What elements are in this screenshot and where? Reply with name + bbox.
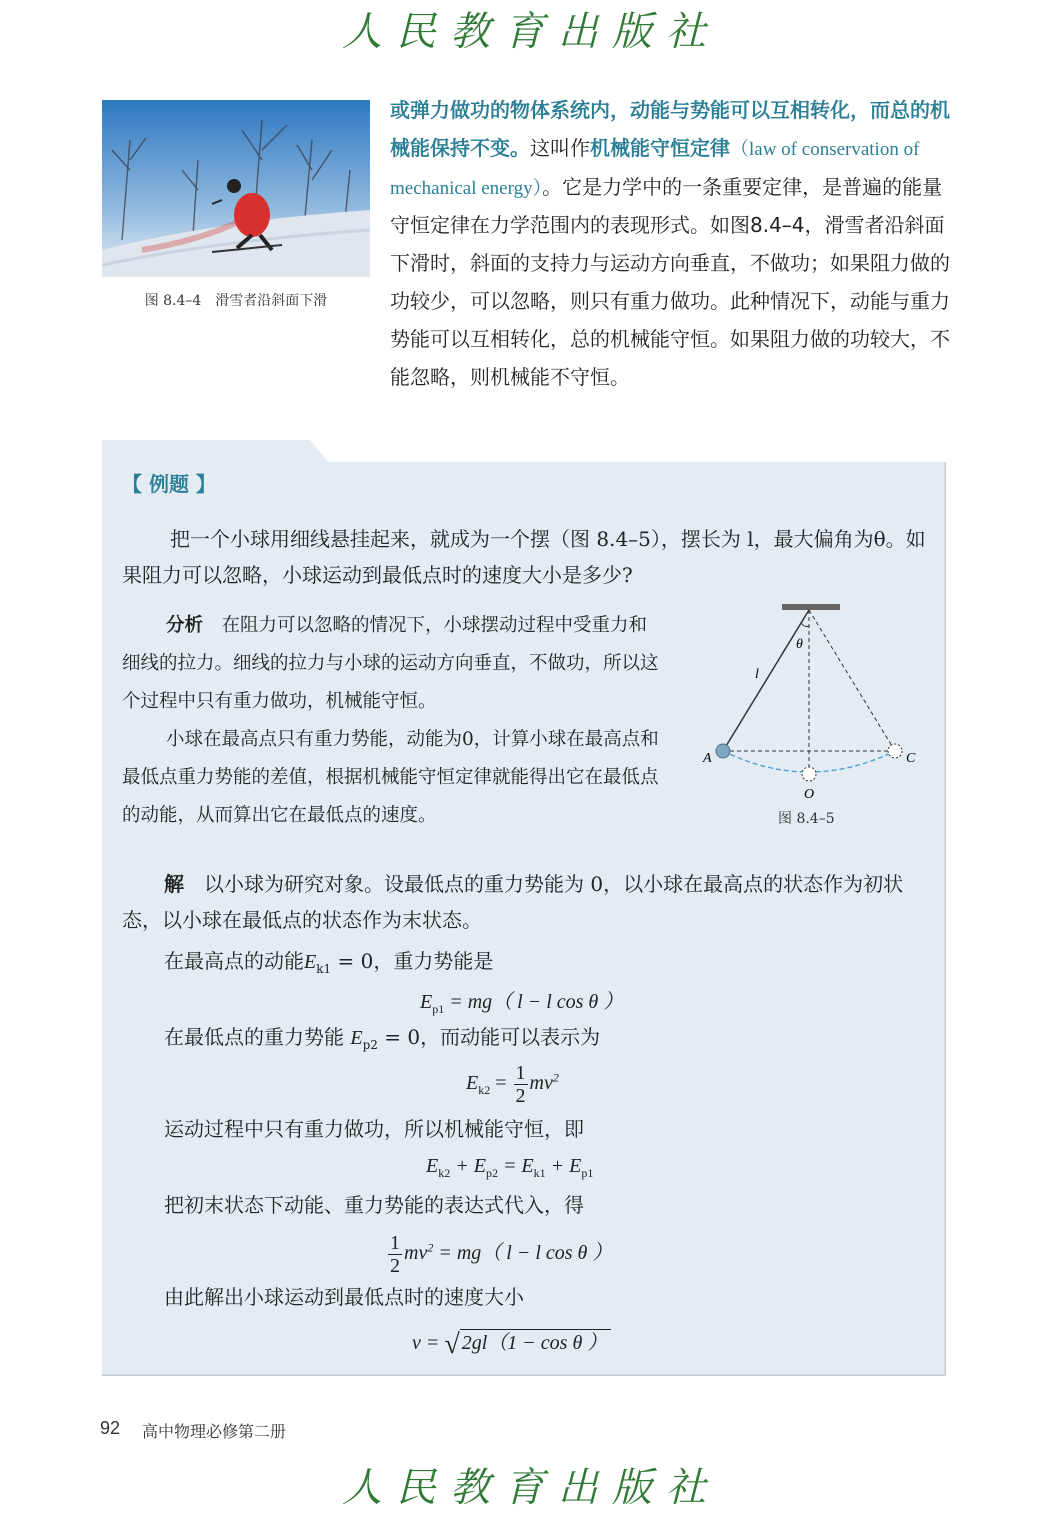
string-line (723, 610, 809, 751)
ball-a (716, 744, 730, 758)
book-title: 高中物理必修第二册 (142, 1422, 287, 1441)
ball-c (888, 744, 902, 758)
page-number: 92 (100, 1418, 121, 1438)
formula-conservation: $E_{k2} + E_{p2} = E_{k1} + E_{p1}$ (426, 1155, 594, 1180)
angle-arc (801, 623, 809, 627)
formula-velocity: v = √ 2gl（1 − cos θ ） (412, 1326, 611, 1361)
intro-text-rest: 。它是力学中的一条重要定律，是普遍的能量守恒定律在力学范围内的表现形式。如图8.4–4，滑雪者沿斜面下滑时，斜面的支持力与运动方向垂直，不做功；如果阻力做的功较少，可以忽略，则只有重力做功。此种情况下，动能与重力势能可以互相转化，总的机械能守恒。如果阻力做的功较大，不能忽略，则机械能不守恒。 (390, 174, 950, 389)
skier-photo (102, 100, 370, 277)
ek1-symbol: E (304, 951, 317, 973)
right-dashed-line (809, 610, 895, 751)
analysis-paragraph-1 (122, 607, 662, 721)
publisher-watermark-top: 人民教育出版社 (342, 9, 720, 55)
law-name: 机械能守恒定律 (590, 135, 730, 160)
label-c: C (906, 751, 916, 766)
formula-substituted: $\frac{1}{2}$ $mv^2 = mg$（ l − l cos θ ） (390, 1232, 613, 1277)
analysis-text-1: 在阻力可以忽略的情况下，小球摆动过程中受重力和细线的拉力。细线的拉力与小球的运动方向垂直，不做功，所以这个过程中只有重力做功，机械能守恒。 (122, 615, 659, 712)
formula-ep1: $E_{p1} = mg$（ l − l cos θ ） (420, 991, 624, 1016)
solution-label: 解 (164, 872, 184, 896)
ek1-line-rest: = 0，重力势能是 (331, 949, 494, 973)
photo-caption: 图 8.4–4 滑雪者沿斜面下滑 (144, 293, 328, 309)
ek1-line (164, 943, 493, 987)
conservation-line: 运动过程中只有重力做功，所以机械能守恒，即 (164, 1117, 584, 1141)
pendulum-figure (695, 598, 935, 808)
ceiling-support (782, 604, 840, 610)
label-a: A (703, 751, 712, 766)
intro-paragraph (390, 92, 950, 396)
ep2-line-text: 在最低点的重力势能 (164, 1025, 351, 1049)
substitution-line: 把初末状态下动能、重力势能的表达式代入，得 (164, 1193, 584, 1217)
english-term: （law of conservation of mechanical energy） (390, 138, 920, 199)
ball-o (802, 767, 816, 781)
highlight-text: 或弹力做功的物体系统内，动能与势能可以互相转化，而总的机械能保持不变。 (390, 98, 950, 160)
intro-text: 这叫作 (530, 135, 590, 160)
analysis-label: 分析 (166, 615, 204, 636)
ek1-subscript: k1 (316, 962, 332, 976)
formula-ek2: $E_{k2}$ = $\frac{1}{2}$ $mv^2$ (466, 1062, 559, 1107)
ep2-line-rest: = 0，而动能可以表示为 (377, 1025, 601, 1049)
ep2-symbol: E (350, 1027, 363, 1049)
result-line: 由此解出小球运动到最低点时的速度大小 (164, 1285, 524, 1309)
ep2-line (164, 1019, 600, 1063)
publisher-watermark-bottom: 人民教育出版社 (342, 1465, 720, 1511)
ek1-line-text: 在最高点的动能 (164, 949, 304, 973)
example-title: 【 例题 】 (122, 472, 216, 496)
solution-text: 以小球为研究对象。设最低点的重力势能为 0，以小球在最高点的状态作为初状态，以小球在最低点的状态作为末状态。 (122, 872, 904, 932)
label-o: O (804, 787, 815, 802)
label-l: l (755, 667, 759, 682)
figure-caption: 图 8.4–5 (778, 811, 835, 827)
example-question: 把一个小球用细线悬挂起来，就成为一个摆（图 8.4–5），摆长为 l，最大偏角为θ。如果阻力可以忽略，小球运动到最低点时的速度大小是多少? (122, 527, 926, 587)
solution-paragraph (122, 866, 930, 938)
label-theta: θ (796, 637, 803, 652)
analysis-paragraph-2: 小球在最高点只有重力势能，动能为0，计算小球在最高点和最低点重力势能的差值，根据机械能守恒定律就能得出它在最低点的动能，从而算出它在最低点的速度。 (122, 729, 659, 826)
ep2-subscript: p2 (362, 1038, 378, 1052)
